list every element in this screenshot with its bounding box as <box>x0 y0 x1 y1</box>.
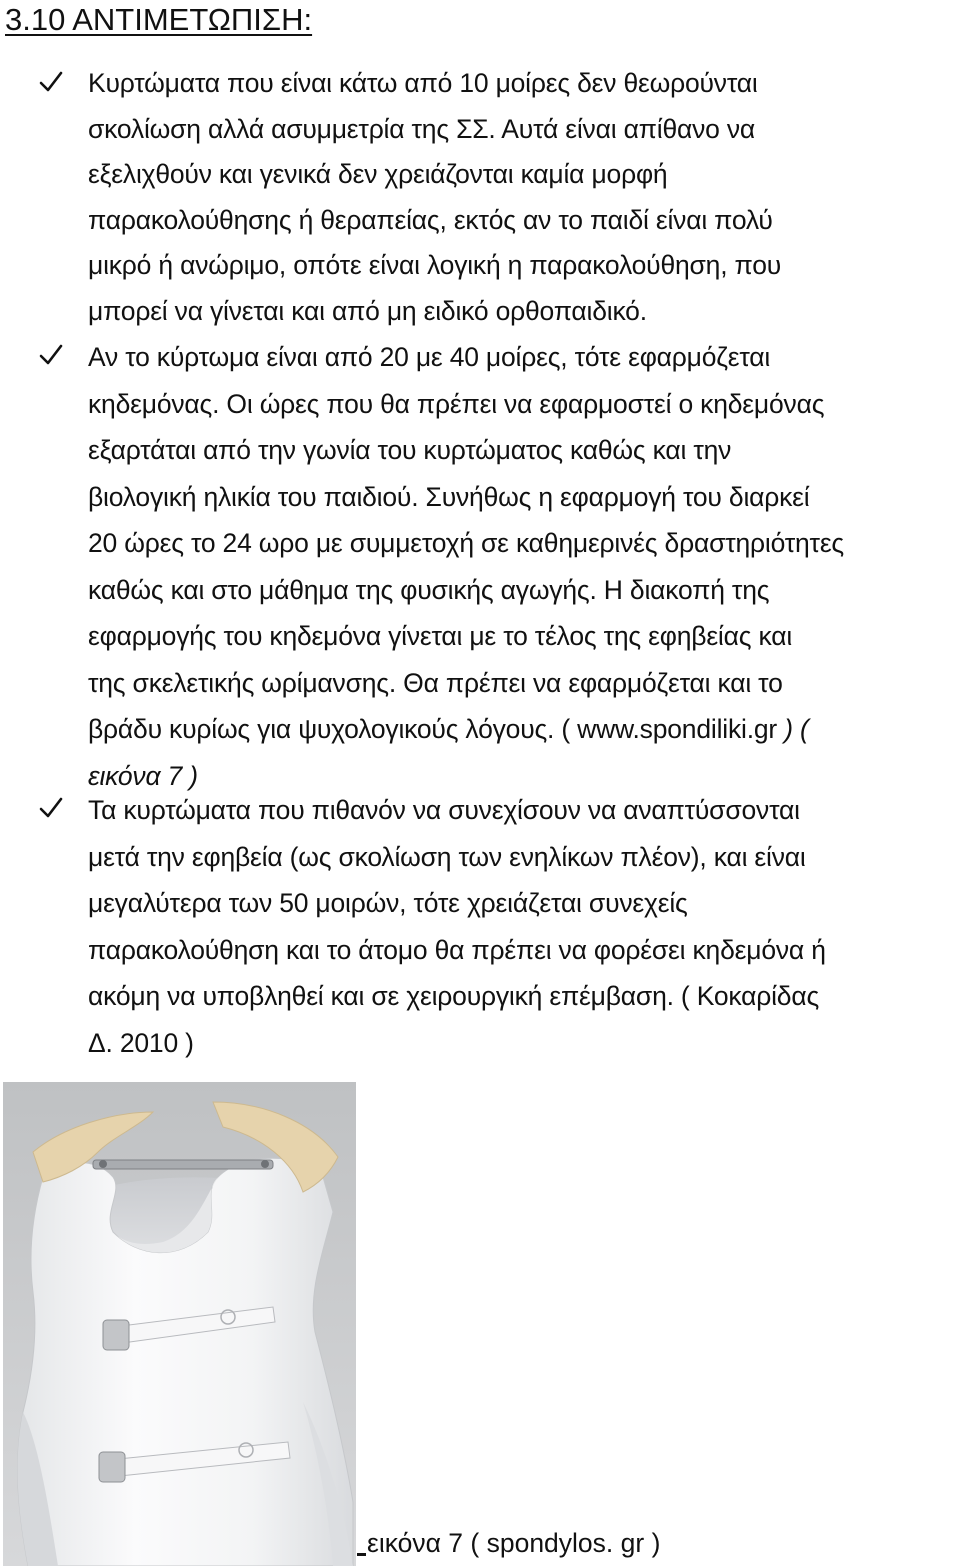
text-line: μικρό ή ανώριμο, οπότε είναι λογική η παρακολούθηση, που <box>88 250 782 280</box>
text-line: παρακολούθησης ή θεραπείας, εκτός αν το παιδί είναι πολύ <box>88 204 773 235</box>
bullet-text-1 <box>88 61 956 334</box>
text-line: βιολογική ηλικία του παιδιού. Συνήθως η εφαρμογή του διαρκεί <box>88 481 810 512</box>
text-line: καθώς και στο μάθημα της φυσικής αγωγής. Η διακοπή της <box>88 574 770 605</box>
text-line: παρακολούθηση και το άτομο θα πρέπει να φορέσει κηδεμόνα ή <box>88 934 826 965</box>
checkmark-icon <box>38 795 68 825</box>
text-line: Τα κυρτώματα που πιθανόν να συνεχίσουν να αναπτύσσονται <box>88 795 800 825</box>
text-line: ακόμη να υποβληθεί και σε χειρουργική επέμβαση. ( Κοκαρίδας <box>88 981 820 1011</box>
text-fragment: βράδυ κυρίως για ψυχολογικούς λόγους. ( www.spondiliki.gr <box>88 714 785 744</box>
figure-caption-text: εικόνα 7 ( spondylos. gr ) <box>367 1528 661 1558</box>
text-line: 20 ώρες το 24 ωρο με συμμετοχή σε καθημερινές δραστηριότητες <box>88 528 845 558</box>
italic-reference: εικόνα 7 ) <box>88 760 198 791</box>
checkmark-icon <box>38 69 68 99</box>
text-line: εφαρμογής του κηδεμόνα γίνεται με το τέλος της εφηβείας και <box>88 621 793 651</box>
text-line: μεγαλύτερα των 50 μοιρών, τότε χρειάζεται συνεχείς <box>88 888 688 918</box>
text-line: μετά την εφηβεία (ως σκολίωση των ενηλίκων πλέον), και είναι <box>88 841 806 872</box>
checkmark-icon <box>38 342 68 372</box>
text-line: κηδεμόνας. Οι ώρες που θα πρέπει να εφαρμοστεί ο κηδεμόνας <box>88 388 825 419</box>
text-line: εξαρτάται από την γωνία του κυρτώματος καθώς και την <box>88 435 732 465</box>
text-line: εξελιχθούν και γενικά δεν χρειάζονται καμία μορφή <box>88 159 668 189</box>
scoliosis-brace-icon <box>3 1082 356 1566</box>
caption-underline-mark <box>357 1523 366 1556</box>
text-line <box>88 706 956 753</box>
section-heading: 3.10 ΑΝΤΙΜΕΤΩΠΙΣΗ: <box>5 2 313 37</box>
text-line: μπορεί να γίνεται και από μη ειδικό ορθοπαιδικό. <box>88 295 647 326</box>
text-line: της σκελετικής ωρίμανσης. Θα πρέπει να εφαρμόζεται και το <box>88 667 783 698</box>
text-line: Αν το κύρτωμα είναι από 20 με 40 μοίρες, τότε εφαρμόζεται <box>88 342 771 372</box>
text-line: Δ. 2010 ) <box>88 1027 194 1058</box>
bullet-text-3 <box>88 787 956 1066</box>
figure-caption <box>357 1523 660 1563</box>
bullet-text-2 <box>88 334 956 799</box>
text-line: Κυρτώματα που είναι κάτω από 10 μοίρες δεν θεωρούνται <box>88 68 758 98</box>
text-line: σκολίωση αλλά ασυμμετρία της ΣΣ. Αυτά είναι απίθανο να <box>88 113 756 144</box>
italic-reference: ) ( <box>784 714 809 744</box>
brace-photo <box>3 1082 356 1566</box>
